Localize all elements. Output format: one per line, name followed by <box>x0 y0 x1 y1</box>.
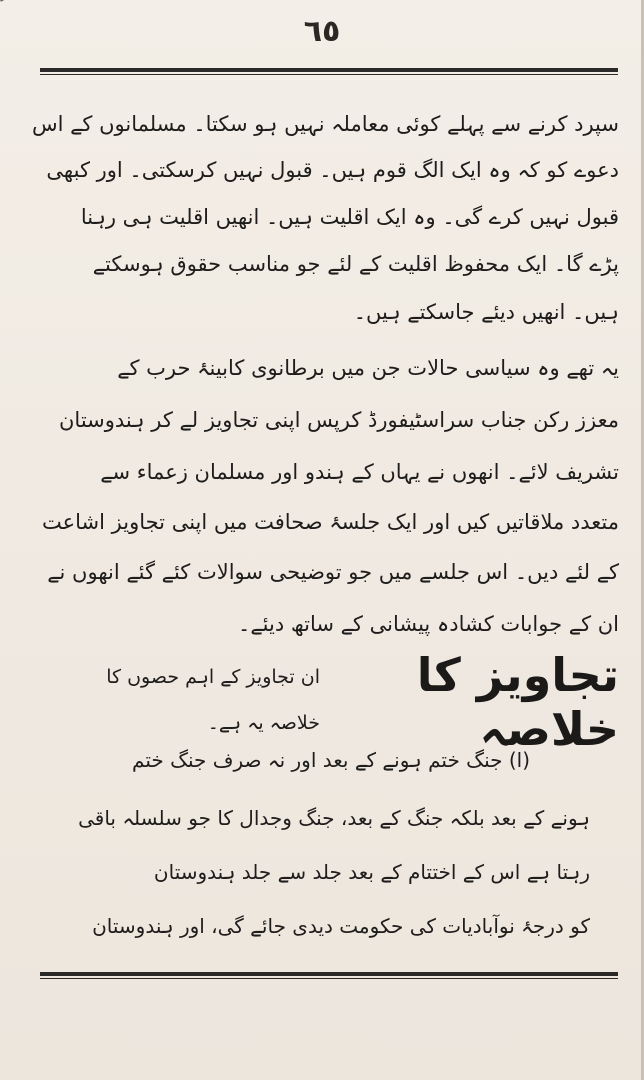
paragraph-line: ان کے جوابات کشادہ پیشانی کے ساتھ دیئے۔ <box>238 612 619 636</box>
paragraph-line: پڑے گا۔ ایک محفوظ اقلیت کے لئے جو مناسب حقوق ہوسکتے <box>92 252 619 276</box>
side-text-line: ان تجاویز کے اہم حصوں کا <box>106 666 320 688</box>
section-heading: تجاویز کا خلاصہ <box>416 648 619 756</box>
side-text-line: خلاصہ یہ ہے۔ <box>207 712 320 734</box>
corner-mark <box>0 0 26 12</box>
page-number: ٦٥ <box>303 14 341 49</box>
bottom-rule <box>40 972 618 976</box>
list-line: کو درجۂ نوآبادیات کی حکومت دیدی جائے گی، اور ہندوستان <box>92 914 590 938</box>
paragraph-line: سپرد کرنے سے پہلے کوئی معاملہ نہیں ہو سکتا۔ مسلمانوں کے اس <box>31 112 619 136</box>
paragraph-line: تشریف لائے۔ انھوں نے یہاں کے ہندو اور مسلمان زعماء سے <box>100 460 619 484</box>
list-line: (ا) جنگ ختم ہونے کے بعد اور نہ صرف جنگ ختم <box>132 748 530 772</box>
paragraph-line: ہیں۔ انھیں دیئے جاسکتے ہیں۔ <box>353 300 619 324</box>
paragraph-line: دعوے کو کہ وہ ایک الگ قوم ہیں۔ قبول نہیں کرسکتی۔ اور کبھی <box>46 158 619 182</box>
paragraph-line: متعدد ملاقاتیں کیں اور ایک جلسۂ صحافت میں اپنی تجاویز اشاعت <box>42 510 619 534</box>
list-line: رہتا ہے اس کے اختتام کے بعد جلد سے جلد ہندوستان <box>153 860 590 884</box>
top-rule <box>40 68 618 72</box>
paragraph-line: قبول نہیں کرے گی۔ وہ ایک اقلیت ہیں۔ انھیں اقلیت ہی رہنا <box>80 205 619 229</box>
paragraph-line: یہ تھے وہ سیاسی حالات جن میں برطانوی کابینۂ حرب کے <box>117 356 619 380</box>
list-line: ہونے کے بعد بلکہ جنگ کے بعد، جنگ وجدال کا جو سلسلہ باقی <box>78 806 590 830</box>
paragraph-line: کے لئے دیں۔ اس جلسے میں جو توضیحی سوالات کئے گئے انھوں نے <box>47 560 619 584</box>
paragraph-line: معزز رکن جناب سراسٹیفورڈ کرپس اپنی تجاویز لے کر ہندوستان <box>59 408 619 432</box>
